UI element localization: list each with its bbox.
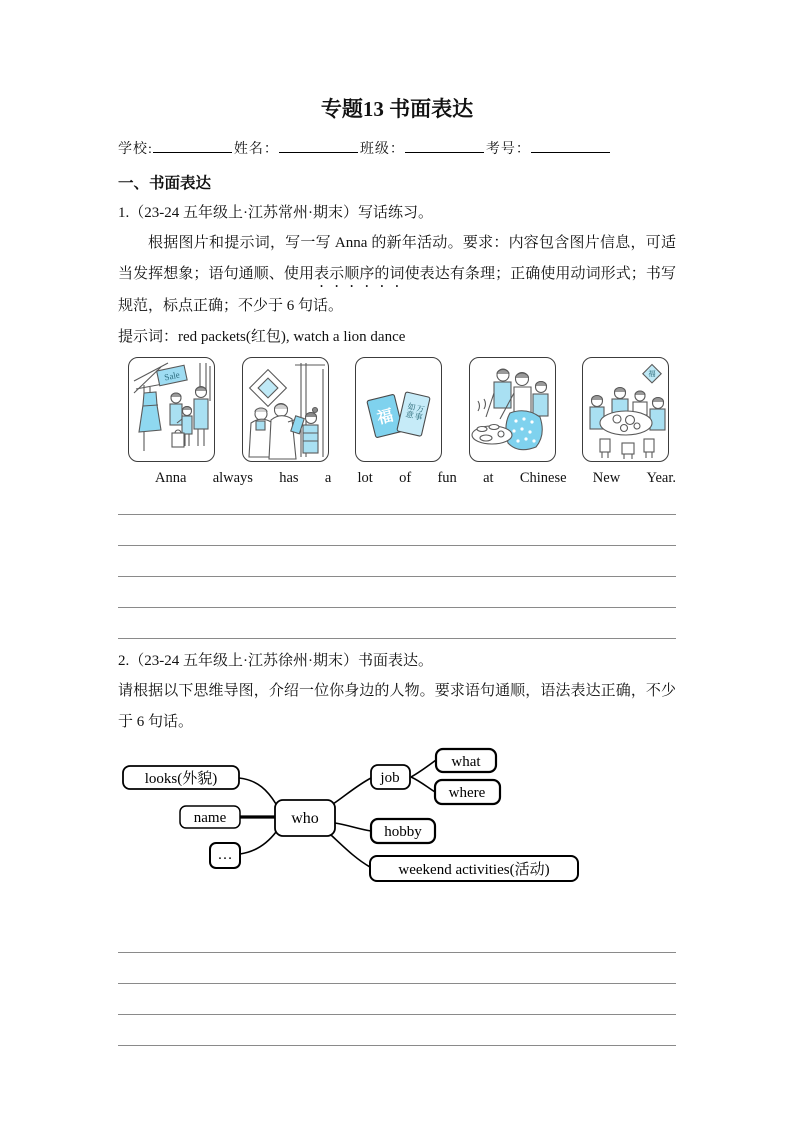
dinner-illustration: [584, 359, 668, 461]
school-blank: [153, 139, 232, 153]
writing-line: [118, 1015, 676, 1046]
mindmap-node-weekend: [370, 856, 578, 881]
question1-heading: 1.（23-24 五年级上·江苏常州·期末）写话练习。: [118, 205, 433, 221]
mindmap-node-name: [180, 806, 240, 828]
mindmap: [118, 743, 676, 898]
name-label: 姓名：: [233, 142, 279, 157]
mindmap-label-where: where: [448, 785, 486, 801]
answer-lines-q1: [118, 484, 676, 639]
picture-strip: [118, 357, 676, 462]
caption-word: always: [212, 470, 253, 486]
question2-heading: 2.（23-24 五年级上·江苏徐州·期末）书面表达。: [118, 653, 433, 669]
writing-line: [118, 515, 676, 546]
picture-dinner: [582, 357, 669, 462]
caption-word: New: [592, 470, 621, 486]
writing-line: [118, 546, 676, 577]
exam-no-blank: [531, 139, 610, 153]
section-heading: 一、书面表达: [118, 175, 212, 192]
mindmap-label-weekend: weekend activities(活动): [398, 862, 550, 878]
emphasized-phrase: 表示顺序的词: [314, 266, 405, 282]
instructions-part2: 使表达有条理；正确使用动词形式；书写规范，标点正确；不少于 6 句话。: [118, 266, 676, 314]
caption-word: a: [324, 470, 332, 486]
name-blank: [279, 139, 358, 153]
student-info-row: [118, 139, 676, 161]
mindmap-label-hobby: hobby: [384, 824, 422, 840]
mindmap-diagram: [118, 743, 588, 893]
writing-line: [118, 608, 676, 639]
mindmap-node-job: [371, 765, 410, 789]
mindmap-label-who: who: [291, 810, 319, 827]
mindmap-label-looks: looks(外貌): [144, 771, 218, 787]
mindmap-node-what: [436, 749, 496, 772]
writing-line: [118, 953, 676, 984]
question1-instructions: [118, 228, 676, 322]
writing-line: [118, 984, 676, 1015]
red-packets-illustration: [357, 359, 441, 461]
mindmap-label-what: what: [451, 754, 481, 770]
caption-word: has: [279, 470, 299, 486]
mindmap-node-who: [275, 800, 335, 836]
page-title: 专题13 书面表达: [320, 97, 474, 121]
mindmap-node-looks: [123, 766, 239, 789]
writing-line: [118, 577, 676, 608]
instructions-part1: 根据图片和提示词，写一写 Anna 的新年活动。要求：内容包含图片信息，可适当发挥想象；语句通顺、使用: [118, 235, 676, 282]
mindmap-node-hobby: [371, 819, 435, 843]
mindmap-label-job: job: [380, 770, 400, 786]
writing-line: [118, 484, 676, 515]
mindmap-label-more: …: [217, 847, 233, 863]
picture-red-packets: [355, 357, 442, 462]
caption-word: of: [399, 470, 412, 486]
caption-word: Chinese: [519, 470, 567, 486]
caption-word: Year.: [646, 470, 676, 486]
picture-cooking: [469, 357, 556, 462]
blessing-column-left: 如意: [404, 401, 417, 420]
blessing-column-right: 万事: [412, 403, 426, 422]
caption-word: lot: [357, 470, 373, 486]
mindmap-label-name: name: [193, 810, 227, 826]
caption-word: Anna: [155, 470, 187, 486]
fu-character: 福: [375, 407, 395, 428]
hint-words-line: 提示词：red packets(红包), watch a lion dance: [118, 329, 406, 345]
writing-line: [118, 922, 676, 953]
decorating-illustration: [243, 359, 327, 461]
class-blank: [405, 139, 484, 153]
caption-word: fun: [437, 470, 457, 486]
cooking-illustration: [470, 359, 554, 461]
caption-word: at: [483, 470, 494, 486]
sale-sign-text: Sale: [162, 369, 181, 383]
class-label: 班级：: [359, 142, 405, 157]
exam-no-label: 考号：: [485, 142, 531, 157]
mindmap-node-more: [210, 843, 240, 868]
fu-tag-text: 福: [647, 369, 656, 378]
picture-decorating: [242, 357, 329, 462]
picture-shopping: [128, 357, 215, 462]
shopping-illustration: [130, 359, 214, 461]
mindmap-node-where: [435, 780, 500, 804]
question2-instructions: 请根据以下思维导图，介绍一位你身边的人物。要求语句通顺，语法表达正确，不少于 6 句话。: [118, 683, 676, 730]
school-label: 学校:: [118, 142, 153, 157]
answer-lines-q2: [118, 922, 676, 1046]
